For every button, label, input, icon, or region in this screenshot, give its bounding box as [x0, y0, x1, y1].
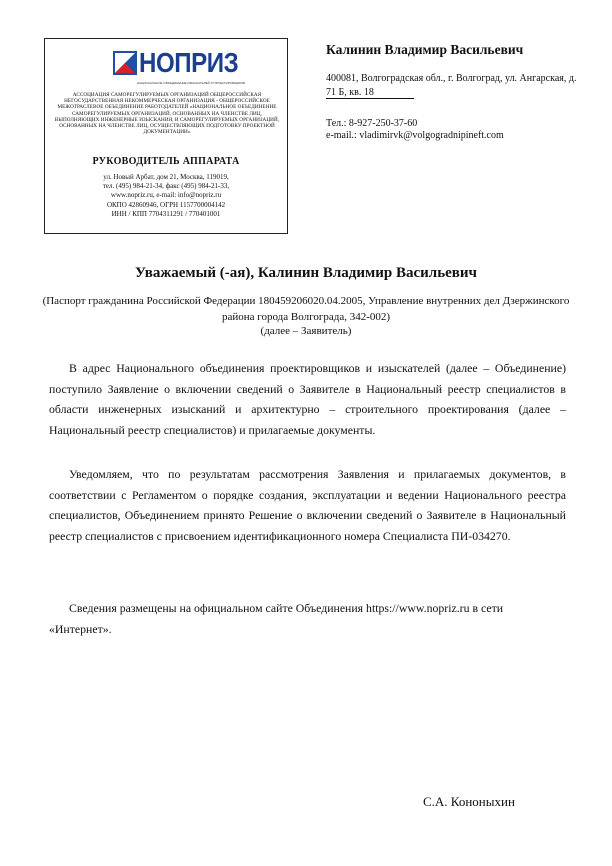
salutation: Уважаемый (-ая), Калинин Владимир Васильевич [135, 265, 477, 281]
paragraph-text: В адрес Национального объединения проектировщиков и изыскателей (далее – Объединение) поступило Заявление о включении сведений о Заявителе в Национальный реестр специалистов в области инженерных изысканий и архитектурно – строительного проектирования (далее – Национальный реестр специалистов) и прилагаемые документы. [49, 361, 566, 437]
contact-line: www.nopriz.ru, e-mail: info@nopriz.ru [110, 191, 222, 200]
logo-flag-icon [113, 51, 137, 75]
logo-tagline: НАЦИОНАЛЬНОЕ ОБЪЕДИНЕНИЕ ИЗЫСКАТЕЛЕЙ И ПРОЕКТИРОВЩИКОВ [137, 81, 246, 85]
paragraph-text: Уведомляем, что по результатам рассмотрения Заявления и прилагаемых документов, в соответствии с Регламентом о порядке создания, эксплуатации и ведении Национального реестра специалистов, Объединением принято Решение о включении сведений о Заявителе в Национальный реестр специалистов с присвоением идентификационного номера Специалиста ПИ-034270. [49, 467, 566, 543]
letterhead-contacts [45, 173, 287, 219]
organization-description: АССОЦИАЦИЯ САМОРЕГУЛИРУЕМЫХ ОРГАНИЗАЦИЙ ОБЩЕРОССИЙСКАЯ НЕГОСУДАРСТВЕННАЯ НЕКОММЕРЧЕСКАЯ ОРГАНИЗАЦИЯ - ОБЩЕРОССИЙСКОЕ МЕЖОТРАСЛЕВОЕ ОБЪЕДИНЕНИЕ РАБОТОДАТЕЛЕЙ «НАЦИОНАЛЬНОЕ ОБЪЕДИНЕНИЕ САМОРЕГУЛИРУЕМЫХ ОРГАНИЗАЦИЙ, ОСНОВАННЫХ НА ЧЛЕНСТВЕ ЛИЦ, ВЫПОЛНЯЮЩИХ ИНЖЕНЕРНЫЕ ИЗЫСКАНИЯ, И САМОРЕГУЛИРУЕМЫХ ОРГАНИЗАЦИЙ, ОСНОВАННЫХ НА ЧЛЕНСТВЕ ЛИЦ, ОСУЩЕСТВЛЯЮЩИХ ПОДГОТОВКУ ПРОЕКТНОЙ ДОКУМЕНТАЦИИ» [54, 92, 280, 136]
passport-note: (Паспорт гражданина Российской Федерации 180459206020.04.2005, Управление внутренних дел Дзержинского района города Волгограда, 342-002) [42, 295, 570, 323]
contact-line: ОКПО 42860946, ОГРН 1157700004142 [106, 200, 226, 209]
recipient-email: e-mail.: vladimirvk@volgogradnipineft.com [326, 130, 504, 141]
letterhead-box [44, 38, 288, 234]
recipient-phone: Тел.: 8-927-250-37-60 [326, 118, 418, 129]
nopriz-logo [113, 47, 246, 87]
contact-line: тел. (495) 984-21-34, факс (495) 984-21-33, [102, 182, 230, 191]
recipient-address: 400081, Волгоградская обл., г. Волгоград, ул. Ангарская, д. 71 Б, кв. 18 [326, 73, 577, 98]
address-divider [326, 98, 414, 99]
logo-text: НОПРИЗ [139, 47, 239, 78]
applicant-note: (далее – Заявитель) [260, 325, 352, 337]
paragraph-text: Сведения размещены на официальном сайте Объединения https://www.nopriz.ru в сети «Интернет». [49, 601, 504, 636]
body-paragraph-3 [49, 598, 566, 639]
contact-line: ул. Новый Арбат, дом 21, Москва, 119019, [103, 173, 229, 181]
letterhead-title: РУКОВОДИТЕЛЬ АППАРАТА [92, 156, 240, 167]
signatory-name: С.А. Кононыхин [423, 794, 515, 809]
body-paragraph-2 [49, 464, 566, 546]
body-paragraph-1 [49, 358, 566, 440]
contact-line: ИНН / КПП 7704311291 / 770401001 [111, 209, 221, 218]
recipient-name: Калинин Владимир Васильевич [326, 42, 524, 57]
